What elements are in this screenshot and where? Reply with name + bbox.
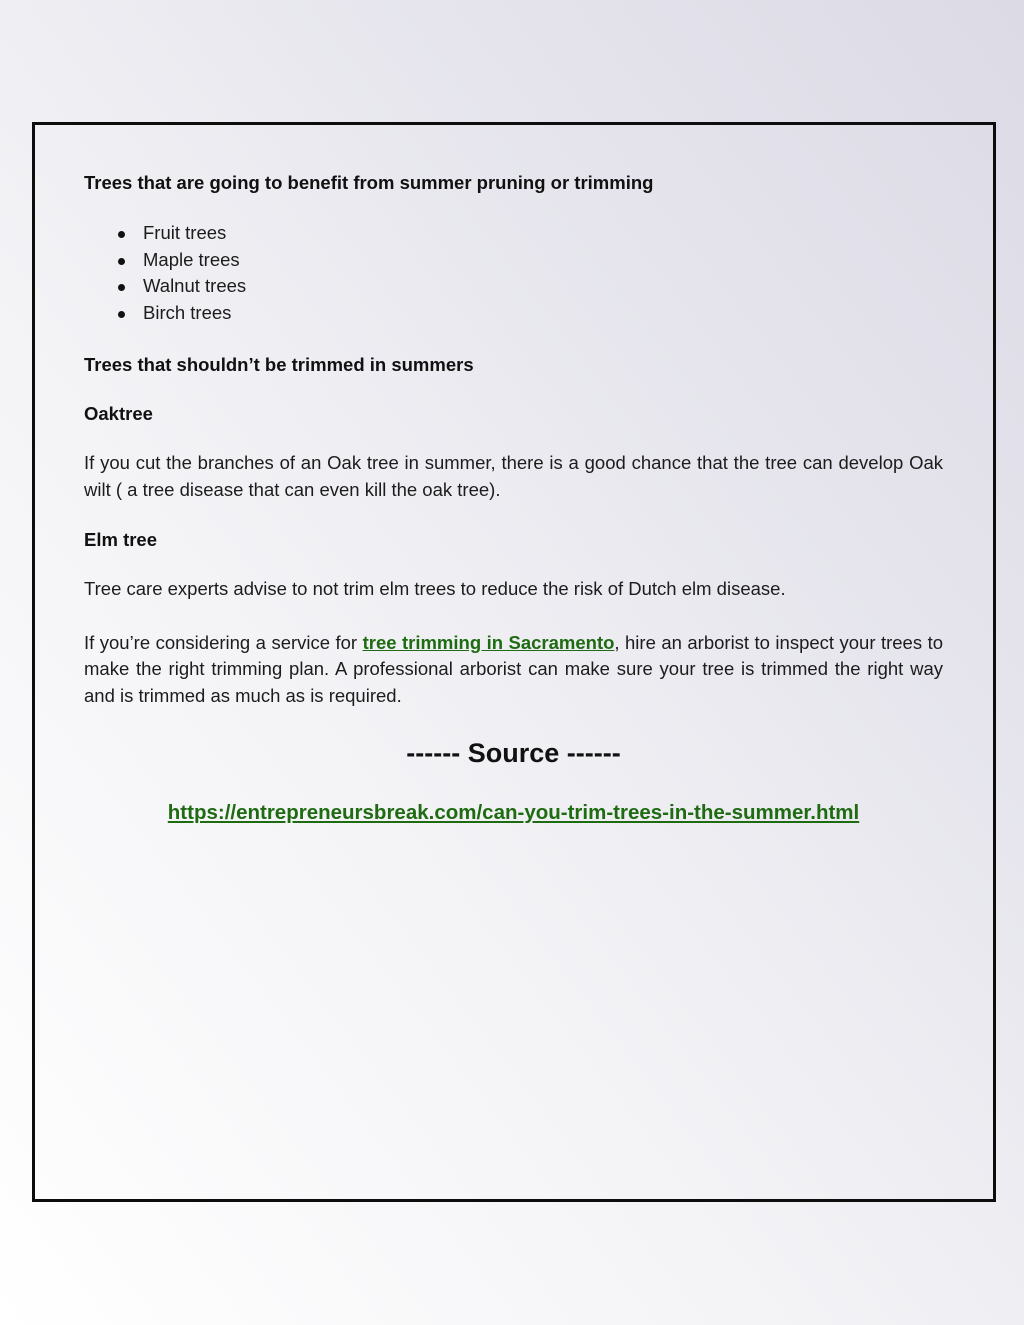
- closing-text-before: If you’re considering a service for: [84, 631, 363, 653]
- list-item-label: Maple trees: [143, 248, 240, 270]
- bullet-icon: [118, 284, 125, 291]
- elm-paragraph: Tree care experts advise to not trim elm trees to reduce the risk of Dutch elm disease.: [84, 578, 786, 599]
- source-title: ------ Source ------: [406, 738, 621, 768]
- list-item-label: Walnut trees: [143, 275, 247, 296]
- closing-paragraph: [84, 630, 943, 710]
- list-item: [84, 220, 943, 247]
- benefit-tree-list: [84, 220, 943, 326]
- list-item: [84, 247, 943, 274]
- benefit-heading: Trees that are going to benefit from summer pruning or trimming: [84, 172, 654, 193]
- article-body: [84, 170, 943, 827]
- bullet-icon: [118, 258, 125, 265]
- oak-heading: Oaktree: [84, 403, 153, 424]
- source-url-paragraph: [84, 799, 943, 827]
- list-item: [84, 273, 943, 300]
- source-link[interactable]: https://entrepreneursbreak.com/can-you-trim-trees-in-the-summer.html: [167, 801, 860, 824]
- closing-text-after: , hire an arborist to inspect your trees to make the right trimming plan. A professional arborist can make sure your tree is trimmed the right way and is trimmed as much as is required.: [84, 631, 943, 706]
- tree-trimming-link[interactable]: tree trimming in Sacramento: [362, 631, 615, 653]
- list-item-label: Birch trees: [143, 301, 232, 323]
- bullet-icon: [118, 311, 125, 318]
- list-item-label: Fruit trees: [143, 222, 227, 243]
- bullet-icon: [118, 231, 125, 238]
- elm-heading: Elm tree: [84, 529, 158, 550]
- avoid-heading: Trees that shouldn’t be trimmed in summers: [84, 354, 474, 375]
- oak-paragraph: If you cut the branches of an Oak tree in summer, there is a good chance that the tree can develop Oak wilt ( a tree disease that can even kill the oak tree).: [84, 452, 943, 500]
- list-item: [84, 300, 943, 327]
